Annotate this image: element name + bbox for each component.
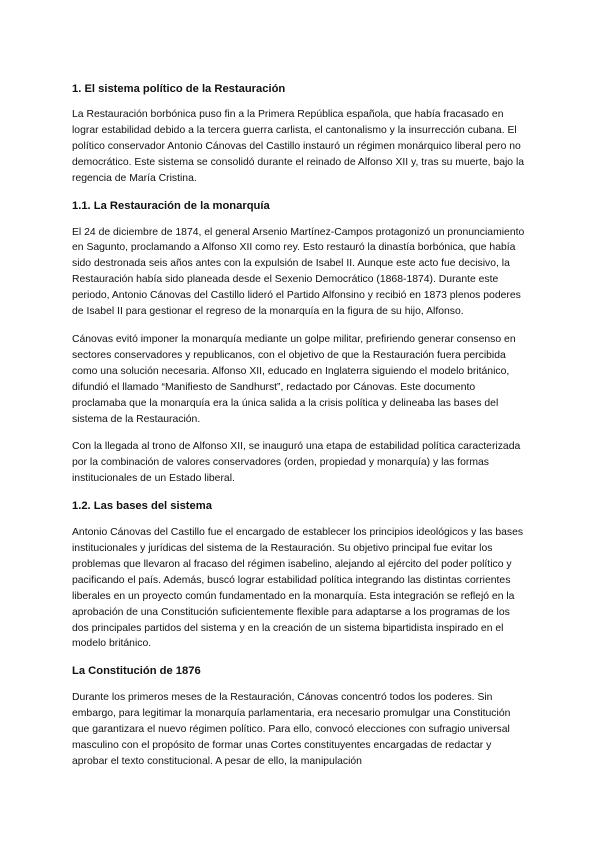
paragraph: Cánovas evitó imponer la monarquía mediante un golpe militar, prefiriendo generar consenso en sectores conservadores y republicanos, con el objetivo de que la Restauración fuera percibida como una solución necesaria. Alfonso XII, educado en Inglaterra siguiendo el modelo británico, difundió el llamado “Manifiesto de Sandhurst”, redactado por Cánovas. Este documento proclamaba que la monarquía era la única salida a la crisis política y delineaba las bases del sistema de la Restauración. <box>72 333 516 425</box>
paragraph: Con la llegada al trono de Alfonso XII, se inauguró una etapa de estabilidad política caracterizada por la combinación de valores conservadores (orden, propiedad y monarquía) y las formas institucionales de un Estado liberal. <box>72 441 521 485</box>
paragraph: Durante los primeros meses de la Restauración, Cánovas concentró todos los poderes. Sin embargo, para legitimar la monarquía parlamentaria, era necesario promulgar una Constitución que garantizara el nuevo régimen político. Para ello, convocó elecciones con sufragio universal masculino con el propósito de formar unas Cortes constituyentes encargadas de redactar y aprobar el texto constitucional. A pesar de ello, la manipulación <box>72 692 511 767</box>
paragraph: El 24 de diciembre de 1874, el general Arsenio Martínez-Campos protagonizó un pronunciamiento en Sagunto, proclamando a Alfonso XII como rey. Esto restauró la dinastía borbónica, que había sido destronada seis años antes con la expulsión de Isabel II. Aunque este acto fue decisivo, la Restauración había sido planeada desde el Sexenio Democrático (1868-1874). Durante este periodo, Antonio Cánovas del Castillo lideró el Partido Alfonsino y recibió en 1873 plenos poderes de Isabel II para gestionar el regreso de la monarquía en la figura de su hijo, Alfonso. <box>72 226 525 318</box>
subsection-heading: La Constitución de 1876 <box>72 665 201 678</box>
subsection-heading: 1.1. La Restauración de la monarquía <box>72 199 270 212</box>
subsection-heading: 1.2. Las bases del sistema <box>72 500 212 513</box>
paragraph: Antonio Cánovas del Castillo fue el encargado de establecer los principios ideológicos y las bases institucionales y jurídicas del sistema de la Restauración. Su objetivo principal fue evitar los problemas que llevaron al fracaso del régimen isabelino, alejando al ejército del poder político y pacificando el país. Además, buscó lograr estabilidad política integrando las distintas corrientes liberales en un proyecto común fundamentado en la monarquía. Esta integración se reflejó en la aprobación de una Constitución suficientemente flexible para adaptarse a los programas de los dos principales partidos del sistema y en la creación de un sistema bipartidista inspirado en el modelo británico. <box>72 527 524 650</box>
section-heading: 1. El sistema político de la Restauración <box>72 83 286 95</box>
paragraph: La Restauración borbónica puso fin a la Primera República española, que había fracasado en lograr estabilidad debido a la tercera guerra carlista, el cantonalismo y la insurrección cubana. El político conservador Antonio Cánovas del Castillo instauró un régimen monárquico liberal pero no democrático. Este sistema se consolidó durante el reinado de Alfonso XII y, tras su muerte, bajo la regencia de María Cristina. <box>72 109 525 184</box>
